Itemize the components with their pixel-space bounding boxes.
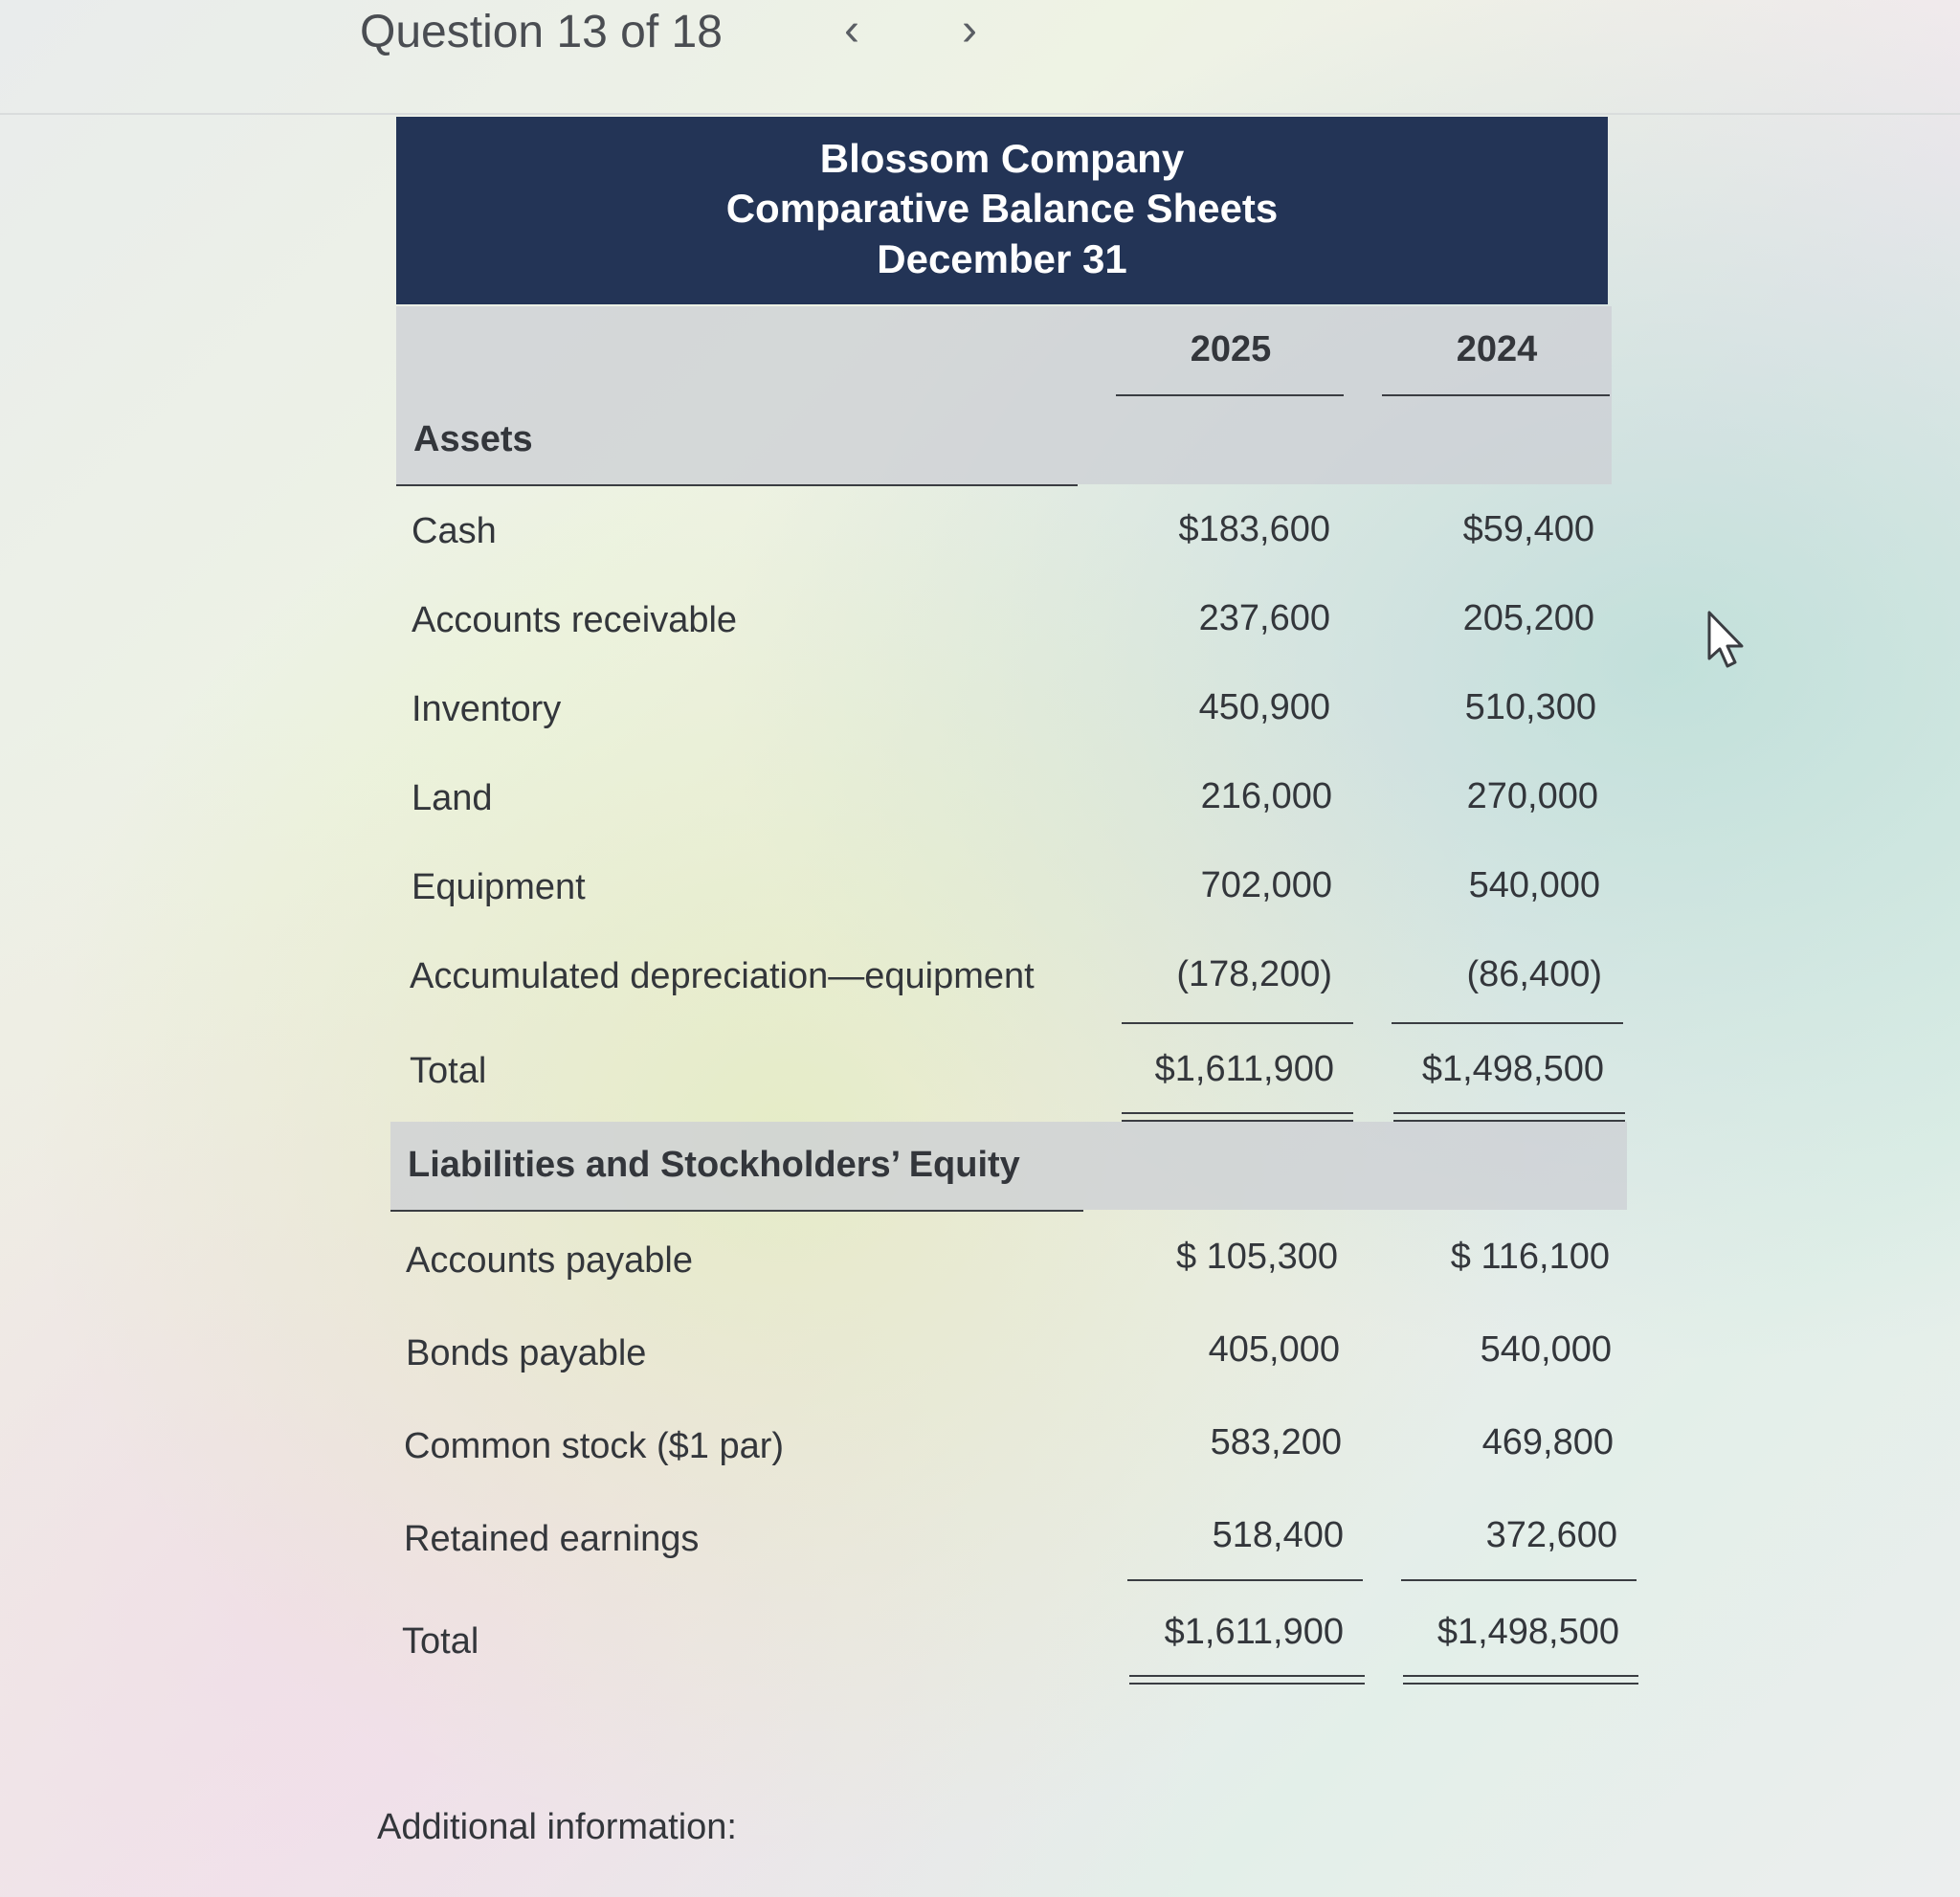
question-counter: Question 13 of 18 <box>360 7 723 57</box>
assets-heading-rule <box>396 484 1078 486</box>
assets-heading: Assets <box>413 419 533 459</box>
row-label: Equipment <box>412 867 586 907</box>
double-rule-2024 <box>1393 1112 1625 1114</box>
total-2025: $1,611,900 <box>1154 1049 1334 1089</box>
year-2024-underline <box>1382 394 1610 396</box>
value-2025: 583,200 <box>1210 1422 1342 1462</box>
liabilities-heading: Liabilities and Stockholders’ Equity <box>408 1145 1020 1185</box>
statement-date: December 31 <box>877 236 1127 281</box>
row-label: Accounts receivable <box>412 600 738 640</box>
year-2024-header: 2024 <box>1456 329 1538 369</box>
row-label: Land <box>412 778 493 818</box>
value-2025: $183,600 <box>1178 509 1330 549</box>
value-2025: 405,000 <box>1208 1329 1340 1370</box>
year-2025-header: 2025 <box>1190 329 1272 369</box>
row-label: Accumulated depreciation—equipment <box>410 956 1035 996</box>
value-2024: $ 116,100 <box>1450 1237 1610 1277</box>
value-2024: 510,300 <box>1464 687 1596 727</box>
double-rule-2025 <box>1129 1675 1365 1677</box>
value-2025: 450,900 <box>1198 687 1330 727</box>
row-label: Bonds payable <box>406 1333 647 1373</box>
double-rule-2025 <box>1129 1683 1365 1685</box>
value-2025: $ 105,300 <box>1175 1237 1338 1277</box>
value-2024: 469,800 <box>1481 1422 1614 1462</box>
row-label: Total <box>410 1051 487 1091</box>
total-2024: $1,498,500 <box>1437 1612 1619 1652</box>
statement-title: Comparative Balance Sheets <box>725 186 1279 231</box>
row-label: Inventory <box>412 689 562 729</box>
value-2024: 205,200 <box>1462 598 1594 638</box>
subtotal-rule-2024 <box>1392 1022 1623 1024</box>
double-rule-2025 <box>1122 1112 1353 1114</box>
total-2025: $1,611,900 <box>1164 1612 1344 1652</box>
row-label: Cash <box>412 511 497 551</box>
subtotal-rule-2024 <box>1401 1579 1637 1581</box>
liabilities-heading-rule <box>390 1210 1083 1212</box>
chevron-left-icon[interactable]: ‹ <box>844 5 859 56</box>
value-2025: 216,000 <box>1200 776 1332 816</box>
additional-information-label: Additional information: <box>377 1807 737 1847</box>
value-2024: (86,400) <box>1466 954 1602 994</box>
chevron-right-icon[interactable]: › <box>962 5 977 56</box>
value-2025: 518,400 <box>1212 1515 1344 1555</box>
row-label: Total <box>402 1621 479 1662</box>
double-rule-2024 <box>1403 1683 1638 1685</box>
value-2024: 540,000 <box>1468 865 1600 905</box>
total-2024: $1,498,500 <box>1421 1049 1604 1089</box>
double-rule-2024 <box>1403 1675 1638 1677</box>
row-label: Retained earnings <box>404 1519 700 1559</box>
value-2024: 270,000 <box>1466 776 1598 816</box>
row-label: Common stock ($1 par) <box>404 1426 785 1466</box>
row-label: Accounts payable <box>406 1240 693 1281</box>
year-2025-underline <box>1116 394 1344 396</box>
question-bar <box>0 0 1960 115</box>
value-2024: $59,400 <box>1462 509 1594 549</box>
value-2025: (178,200) <box>1176 954 1332 994</box>
value-2024: 372,600 <box>1485 1515 1617 1555</box>
subtotal-rule-2025 <box>1127 1579 1363 1581</box>
subtotal-rule-2025 <box>1122 1022 1353 1024</box>
company-name: Blossom Company <box>819 136 1185 181</box>
mouse-pointer-icon <box>1705 609 1749 677</box>
value-2025: 237,600 <box>1198 598 1330 638</box>
value-2024: 540,000 <box>1480 1329 1612 1370</box>
value-2025: 702,000 <box>1200 865 1332 905</box>
